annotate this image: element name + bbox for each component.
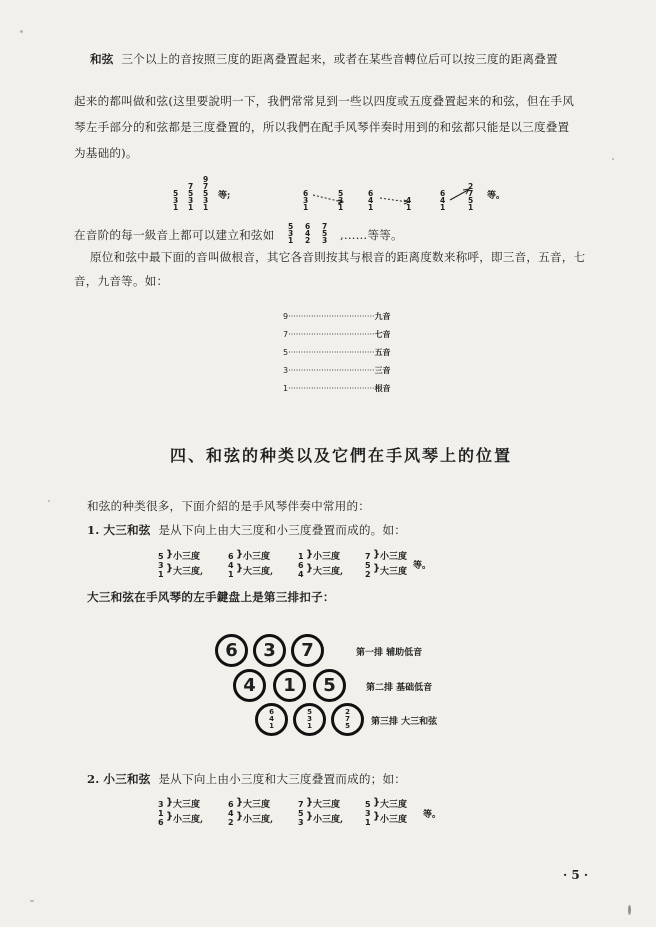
dotted-leader: ·································· — [288, 366, 375, 375]
upper-interval-label: 大三度 — [380, 800, 408, 810]
tone-number: 1 — [283, 384, 289, 393]
lower-interval-label: 大三度 — [380, 567, 408, 577]
interval-brace: } } — [166, 797, 174, 822]
note-digit: 4 — [440, 196, 446, 205]
chord-tone-row — [283, 347, 391, 358]
para2-line1 — [74, 226, 275, 245]
note-digit: 6 — [305, 222, 311, 231]
para1-line1 — [90, 50, 630, 69]
upper-interval-label: 大三度 — [173, 800, 201, 810]
note-digit: 1 — [440, 203, 446, 212]
note-digit: 4 — [368, 196, 374, 205]
scan-speck — [612, 158, 614, 160]
bass-button: 6 — [215, 634, 248, 667]
tone-label: 九音 — [374, 311, 391, 321]
major-text: 是从下向上由大三度和小三度叠置而成的。如： — [158, 523, 407, 537]
bass-button: 5 — [313, 669, 346, 702]
note-digit: 6 — [440, 189, 446, 198]
para1-text1: 三个以上的音按照三度的距离叠置起来，或者在某些音轉位后可以按三度的距离叠置 — [121, 52, 558, 66]
bass-button: 1 — [273, 669, 306, 702]
chord-example-notes — [365, 800, 371, 827]
note-digit: 3 — [203, 196, 209, 205]
note-digit: 3 — [303, 196, 309, 205]
note-digit: 1 — [468, 203, 474, 212]
note-digit: 6 — [368, 189, 374, 198]
minor-num: 2. — [87, 772, 100, 786]
note-digit: 5 — [158, 552, 164, 561]
note-digit: 5 — [188, 189, 194, 198]
interval-brace: } } — [373, 549, 381, 574]
row1-label: 第一排 辅助低音 — [356, 648, 423, 658]
tone-number: 7 — [283, 330, 289, 339]
note-digit: 5 — [365, 561, 371, 570]
interval-brace: } } — [306, 549, 314, 574]
upper-interval-label: 大三度 — [243, 800, 271, 810]
scan-speck — [20, 30, 23, 33]
dotted-leader: ·································· — [288, 348, 375, 357]
para2-line3: 音，九音等。如： — [74, 274, 169, 288]
arrow-annotations — [300, 180, 490, 210]
etc-1: 等; — [218, 191, 231, 201]
minor-heading — [87, 770, 406, 789]
interval-brace: } } — [236, 549, 244, 574]
term-chord: 和弦 — [90, 52, 114, 66]
note-digit: 2 — [228, 818, 234, 827]
note-digit: 3 — [158, 800, 164, 809]
para1-line3: 琴左手部分的和弦都是三度叠置的，所以我們在配手风琴伴奏时用到的和弦都只能是以三度叠置 — [74, 120, 570, 134]
chord-stack — [203, 176, 208, 211]
note-digit: 1 — [228, 570, 234, 579]
note-digit: 2 — [345, 708, 350, 716]
minor-etc: 等。 — [423, 810, 442, 820]
major-num: 1. — [87, 523, 100, 537]
lower-interval-label: 大三度, — [313, 567, 344, 577]
note-digit: 5 — [288, 222, 294, 231]
note-digit: 1 — [203, 203, 209, 212]
dotted-leader: ·································· — [288, 384, 375, 393]
note-digit: 5 — [365, 800, 371, 809]
inline-chord-stack — [322, 223, 327, 244]
note-digit: 7 — [203, 182, 209, 191]
major-term: 大三和弦 — [103, 523, 151, 537]
tone-label: 根音 — [374, 383, 391, 393]
note-digit: 9 — [203, 175, 209, 184]
note-digit: 4 — [228, 809, 234, 818]
tone-label: 五音 — [374, 347, 391, 357]
note-digit: 1 — [269, 722, 274, 730]
tone-number: 5 — [283, 348, 289, 357]
row3-label: 第三排 大三和弦 — [371, 717, 438, 727]
chord-example-notes — [228, 552, 234, 579]
note-digit: 6 — [228, 552, 234, 561]
bass-button: 4 — [233, 669, 266, 702]
lower-interval-label: 大三度, — [243, 567, 274, 577]
section-title: 四、和弦的种类以及它們在手风琴上的位置 — [170, 446, 513, 465]
chord-example-notes — [298, 552, 304, 579]
note-digit: 5 — [307, 708, 312, 716]
chord-tone-row — [283, 365, 391, 376]
page-number: · 5 · — [563, 868, 589, 882]
note-digit: 1 — [365, 818, 371, 827]
note-digit: 6 — [303, 189, 309, 198]
note-digit: 1 — [303, 203, 309, 212]
note-digit: 3 — [338, 196, 344, 205]
chord-stack — [188, 183, 193, 211]
etc-2: 等。 — [487, 191, 506, 201]
para-chord-definition — [90, 50, 630, 69]
note-digit: 1 — [406, 203, 412, 212]
scan-speck — [628, 905, 631, 915]
note-digit: 7 — [322, 222, 328, 231]
note-digit: 5 — [345, 722, 350, 730]
note-digit: 4 — [228, 561, 234, 570]
major-heading — [87, 521, 406, 540]
interval-brace: } } — [236, 797, 244, 822]
note-digit: 5 — [468, 196, 474, 205]
major-location: 大三和弦在手风琴的左手鍵盘上是第三排扣子： — [87, 590, 335, 604]
minor-text: 是从下向上由小三度和大三度叠置而成的；如： — [158, 772, 407, 786]
note-digit: 7 — [188, 182, 194, 191]
note-digit: 5 — [298, 809, 304, 818]
note-digit: 6 — [269, 708, 274, 716]
dotted-leader: ·································· — [288, 330, 375, 339]
inline-chord-stack — [305, 223, 310, 244]
chord-example-notes — [298, 800, 304, 827]
para2-tail: ,……等等。 — [340, 228, 403, 242]
chord-tone-row — [283, 383, 391, 394]
note-digit: 6 — [228, 800, 234, 809]
note-digit: 6 — [158, 818, 164, 827]
para1-line2: 起来的都叫做和弦(这里要說明一下，我們常常見到一些以四度或五度叠置起来的和弦，但在手风 — [74, 94, 575, 108]
intro-text: 和弦的种类很多，下面介紹的是手风琴伴奏中常用的： — [87, 499, 371, 513]
note-digit: 1 — [368, 203, 374, 212]
lower-interval-label: 小三度, — [243, 815, 274, 825]
para1-line4: 为基础的)。 — [74, 146, 138, 160]
note-digit: 3 — [158, 561, 164, 570]
note-digit: 3 — [365, 809, 371, 818]
para2-line2: 原位和弦中最下面的音叫做根音，其它各音則按其与根音的距离度数来称呼，即三音，五音，七 — [90, 250, 586, 264]
note-digit: 1 — [338, 203, 344, 212]
note-digit: 1 — [188, 203, 194, 212]
chord-stack — [173, 190, 178, 211]
bass-button: 3 — [253, 634, 286, 667]
scan-speck — [30, 900, 34, 902]
tone-label: 七音 — [374, 329, 391, 339]
upper-interval-label: 小三度 — [243, 552, 271, 562]
upper-interval-label: 小三度 — [173, 552, 201, 562]
note-digit: 1 — [298, 552, 304, 561]
note-digit: 3 — [288, 229, 294, 238]
note-digit: 1 — [158, 570, 164, 579]
note-digit: 7 — [298, 800, 304, 809]
chord-example-notes — [158, 800, 164, 827]
note-digit: 3 — [173, 196, 179, 205]
minor-term: 小三和弦 — [103, 772, 151, 786]
note-digit: 5 — [173, 189, 179, 198]
bass-button — [293, 703, 326, 736]
lower-interval-label: 小三度, — [313, 815, 344, 825]
note-digit: 3 — [298, 818, 304, 827]
major-etc: 等。 — [413, 561, 432, 571]
row2-label: 第二排 基础低音 — [366, 683, 433, 693]
inline-chord-stack — [288, 223, 293, 244]
tone-number: 9 — [283, 312, 289, 321]
note-digit: 5 — [203, 189, 209, 198]
note-digit: 4 — [406, 196, 412, 205]
note-digit: 1 — [288, 236, 294, 245]
dotted-leader: ·································· — [288, 312, 375, 321]
note-digit: 7 — [365, 552, 371, 561]
note-digit: 1 — [307, 722, 312, 730]
scan-speck — [48, 500, 50, 502]
note-digit: 1 — [173, 203, 179, 212]
note-digit: 3 — [322, 236, 328, 245]
chord-tone-row — [283, 311, 391, 322]
para2-text-a: 在音阶的每一級音上都可以建立和弦如 — [74, 228, 275, 242]
interval-brace: } } — [166, 549, 174, 574]
note-digit: 5 — [322, 229, 328, 238]
chord-example-notes — [365, 552, 371, 579]
note-digit: 7 — [345, 715, 350, 723]
upper-interval-label: 大三度 — [313, 800, 341, 810]
bass-button — [255, 703, 288, 736]
note-digit: 2 — [305, 236, 311, 245]
upper-interval-label: 小三度 — [380, 552, 408, 562]
note-digit: 5 — [338, 189, 344, 198]
bass-button — [331, 703, 364, 736]
chord-example-notes — [158, 552, 164, 579]
lower-interval-label: 小三度 — [380, 815, 408, 825]
note-digit: 4 — [305, 229, 311, 238]
tone-number: 3 — [283, 366, 289, 375]
para1-rest — [74, 92, 634, 163]
note-digit: 3 — [188, 196, 194, 205]
note-digit: 1 — [158, 809, 164, 818]
note-digit: 7 — [468, 189, 474, 198]
tone-label: 三音 — [374, 365, 391, 375]
note-digit: 2 — [468, 182, 474, 191]
lower-interval-label: 小三度, — [173, 815, 204, 825]
interval-brace: } } — [373, 797, 381, 822]
note-digit: 3 — [307, 715, 312, 723]
upper-interval-label: 小三度 — [313, 552, 341, 562]
chord-tone-row — [283, 329, 391, 340]
interval-brace: } } — [306, 797, 314, 822]
note-digit: 4 — [298, 570, 304, 579]
note-digit: 6 — [298, 561, 304, 570]
chord-example-notes — [228, 800, 234, 827]
note-digit: 2 — [365, 570, 371, 579]
note-digit: 4 — [269, 715, 274, 723]
bass-button: 7 — [291, 634, 324, 667]
lower-interval-label: 大三度, — [173, 567, 204, 577]
